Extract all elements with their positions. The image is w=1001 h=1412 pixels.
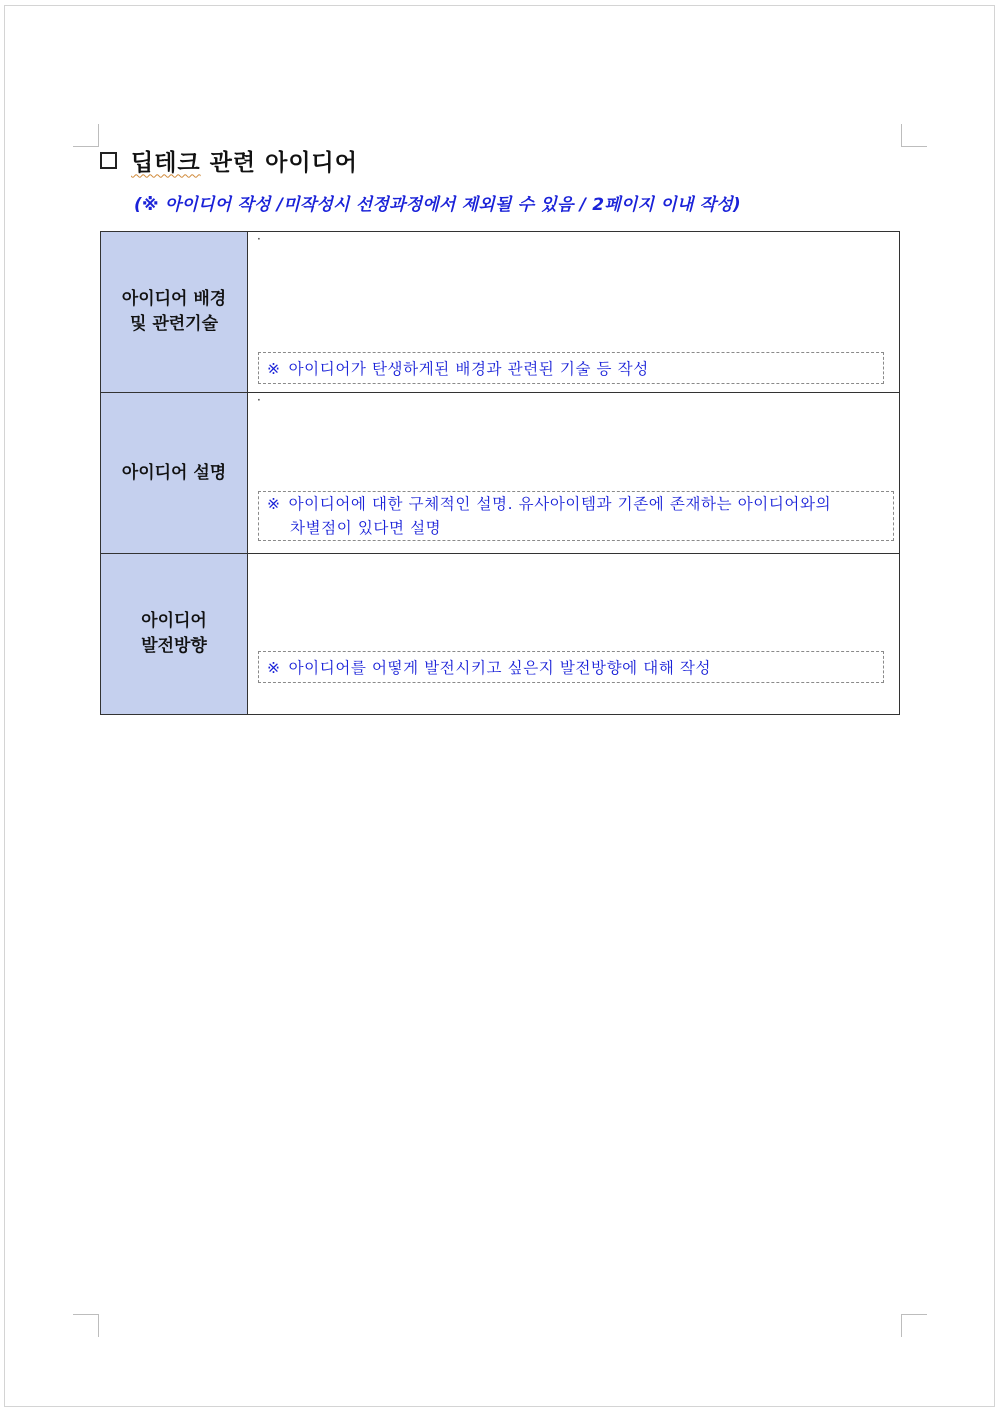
crop-mark-bottom-right bbox=[901, 1314, 927, 1337]
cursor-marker: · bbox=[257, 232, 261, 246]
reference-mark-icon: ※ bbox=[267, 659, 281, 677]
reference-mark-icon: ※ bbox=[267, 495, 281, 513]
hint-text: 아이디어에 대한 구체적인 설명. 유사아이템과 기존에 존재하는 아이디어와의 bbox=[288, 495, 832, 513]
table-row bbox=[101, 554, 900, 715]
row-label-direction bbox=[101, 554, 248, 715]
crop-mark-bottom-left bbox=[73, 1314, 99, 1337]
hint-box bbox=[258, 491, 894, 541]
label-line: 및 관련기술 bbox=[129, 314, 219, 334]
input-cell-background[interactable] bbox=[248, 232, 900, 393]
hint-text-continued: 차별점이 있다면 설명 bbox=[290, 519, 442, 537]
idea-form-table bbox=[100, 231, 900, 715]
section-title bbox=[131, 144, 358, 177]
label-line: 아이디어 설명 bbox=[121, 462, 227, 483]
hint-box bbox=[258, 651, 884, 683]
table-row bbox=[101, 393, 900, 554]
row-label-background bbox=[101, 232, 248, 393]
reference-mark-icon: ※ bbox=[267, 360, 281, 378]
section-heading bbox=[100, 142, 358, 178]
label-line: 아이디어 bbox=[141, 611, 207, 631]
checkbox-square-icon bbox=[100, 152, 117, 169]
hint-text: 아이디어를 어떻게 발전시키고 싶은지 발전방향에 대해 작성 bbox=[288, 659, 712, 677]
input-cell-description[interactable] bbox=[248, 393, 900, 554]
cursor-marker: · bbox=[257, 393, 261, 407]
row-label-description bbox=[101, 393, 248, 554]
title-spellcheck-word: 딥테크 bbox=[131, 149, 201, 176]
title-rest: 관련 아이디어 bbox=[200, 149, 358, 176]
instruction-note: (※ 아이디어 작성 /미작성시 선정과정에서 제외될 수 있음 / 2페이지 이내 작성) bbox=[134, 195, 741, 215]
label-line: 아이디어 배경 bbox=[121, 289, 227, 309]
hint-box bbox=[258, 352, 884, 384]
input-cell-direction[interactable] bbox=[248, 554, 900, 715]
crop-mark-top-right bbox=[901, 124, 927, 147]
label-line: 발전방향 bbox=[141, 636, 207, 656]
table-row bbox=[101, 232, 900, 393]
hint-text: 아이디어가 탄생하게된 배경과 관련된 기술 등 작성 bbox=[288, 360, 649, 378]
crop-mark-top-left bbox=[73, 124, 99, 147]
